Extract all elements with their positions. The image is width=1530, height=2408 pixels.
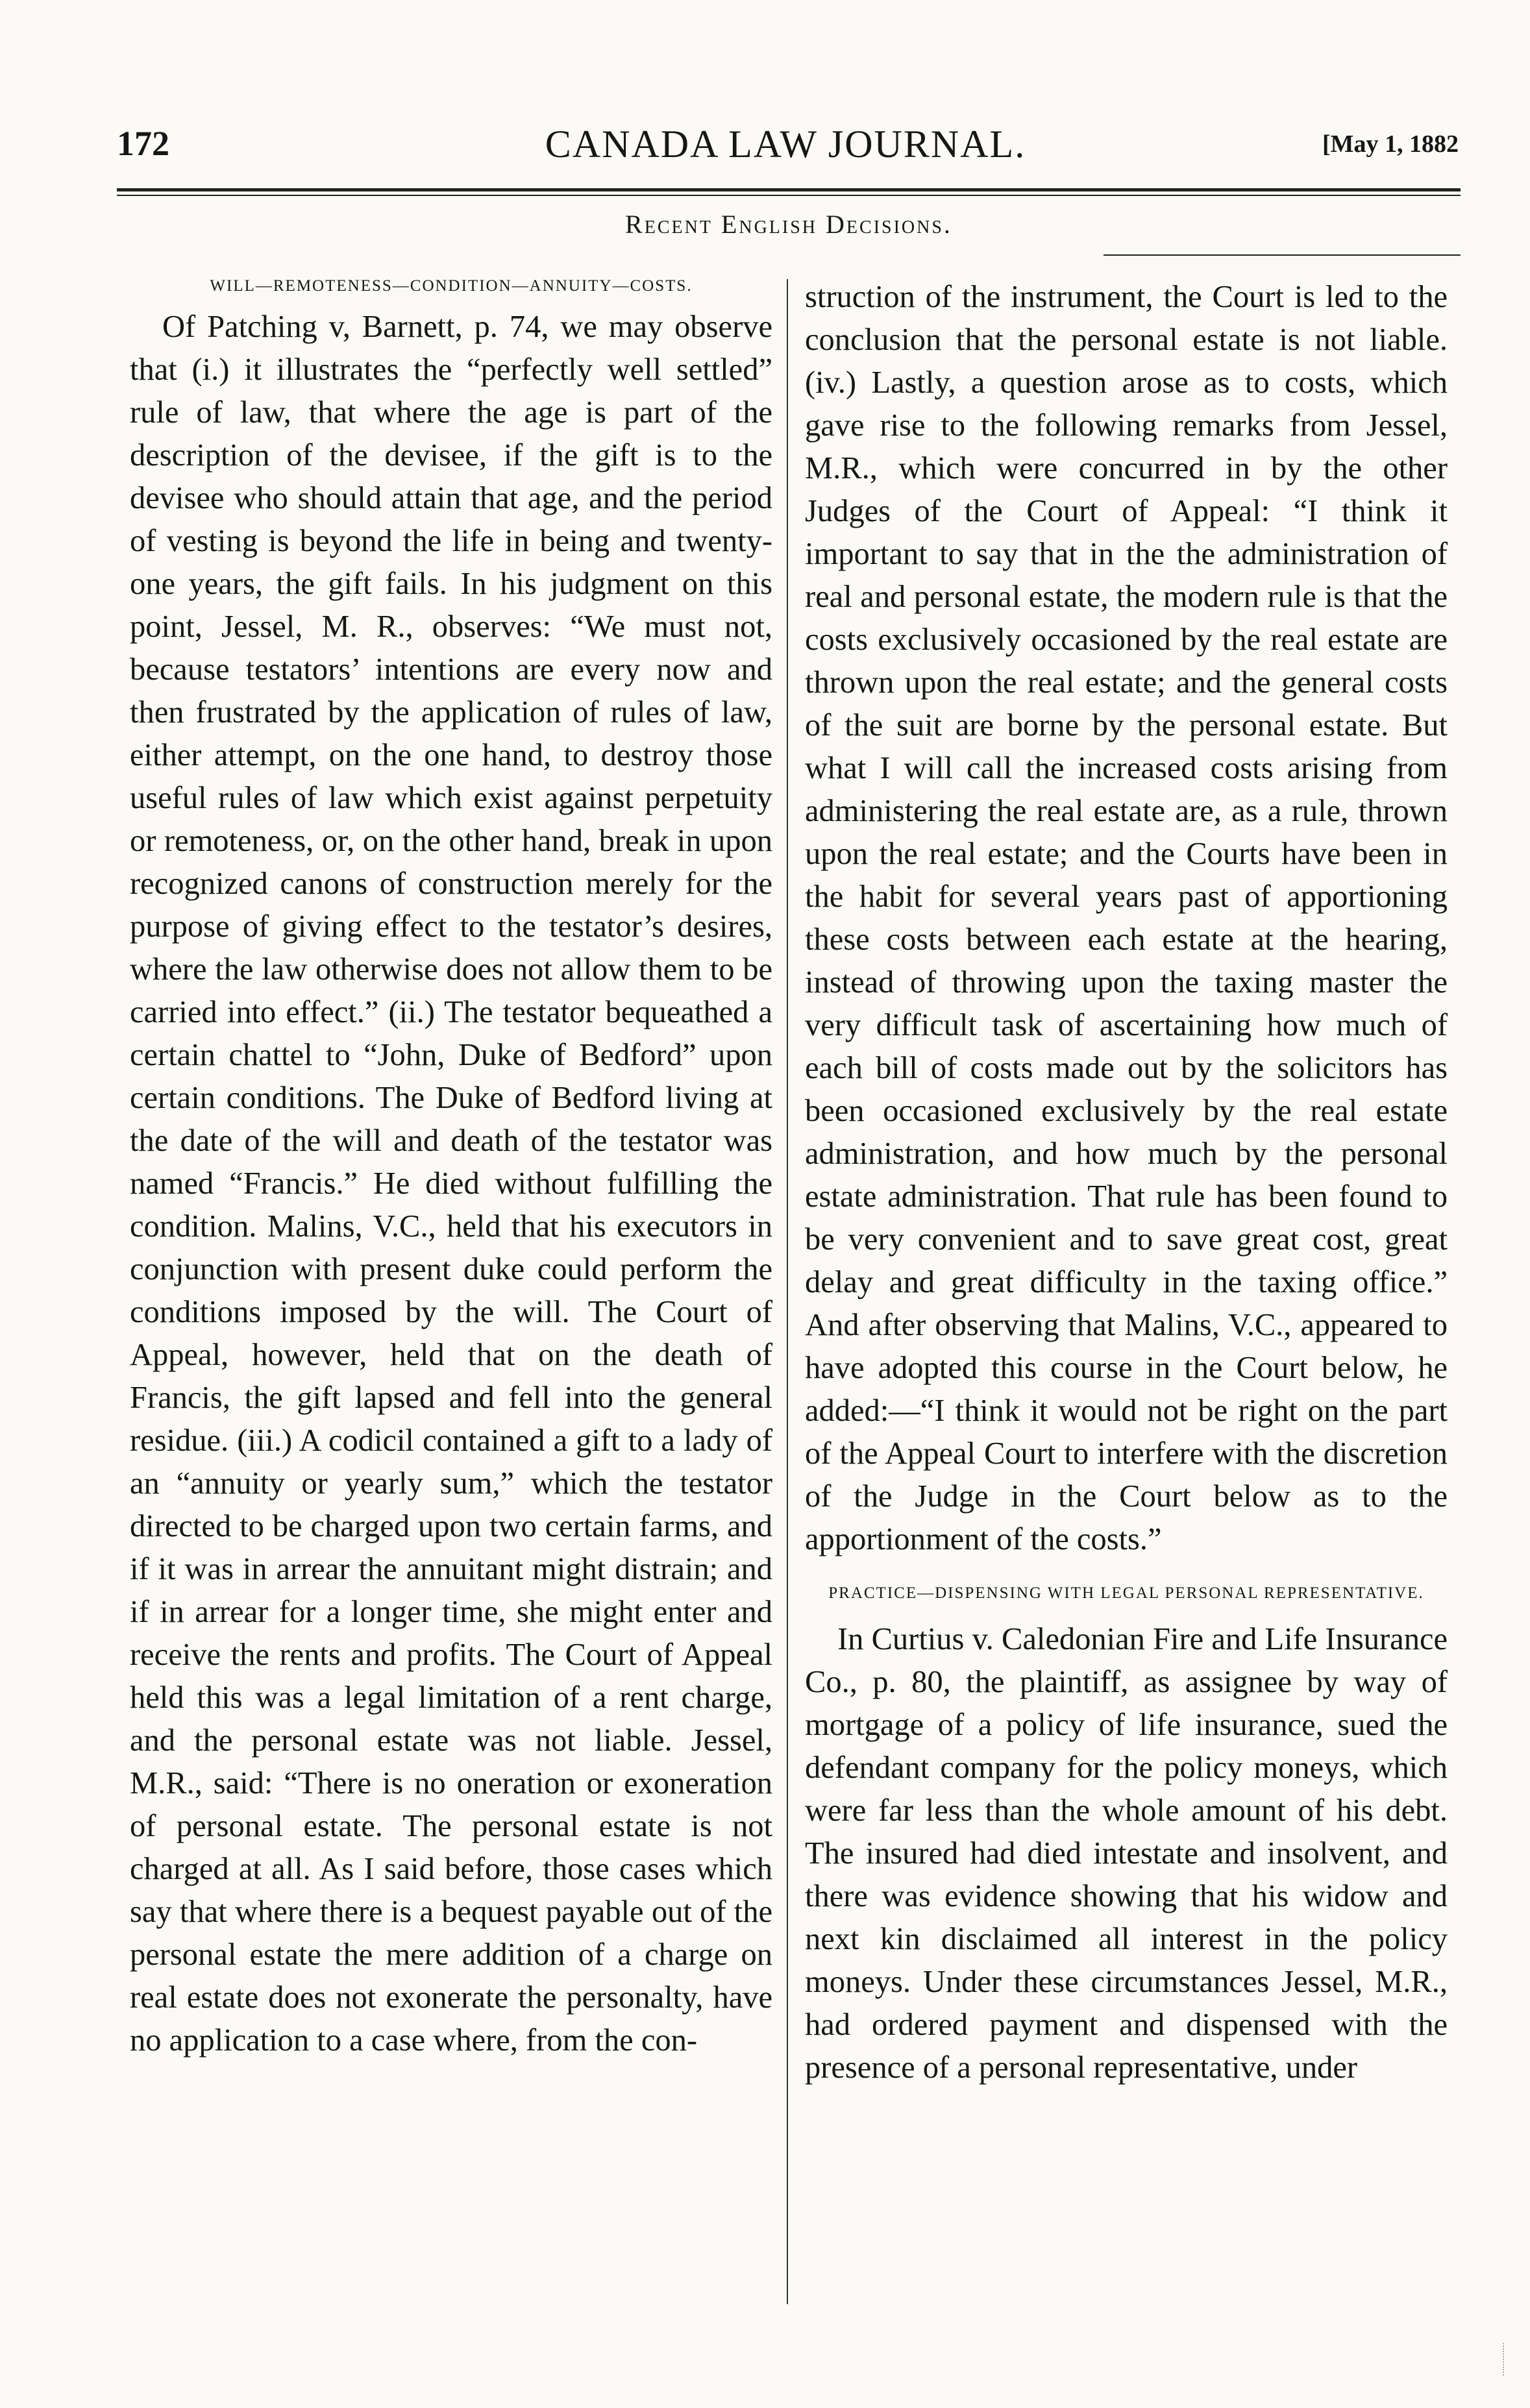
journal-title: CANADA LAW JOURNAL. [545,123,1026,166]
right-column [805,276,1448,2089]
issue-date: [May 1, 1882 [1322,130,1459,158]
article-body-patching: Of Patching v, Barnett, p. 74, we may observe that (i.) it illustrates the “perfectly well settled” rule of law, that where the age is part of the description of the devisee, if the gift is to the devisee who should attain that age, and the period of vesting is beyond the life in being and twenty-one years, the gift fails. In his judgment on this point, Jessel, M. R., observes: “We must not, because testators’ intentions are every now and then frustrated by the application of rules of law, either attempt, on the one hand, to destroy those useful rules of law which exist against perpetuity or remoteness, or, on the other hand, break in upon recognized canons of construction merely for the purpose of giving effect to the testator’s desires, where the law otherwise does not allow them to be carried into effect.” (ii.) The testator bequeathed a certain chattel to “John, Duke of Bedford” upon certain conditions. The Duke of Bedford living at the date of the will and death of the testator was named “Francis.” He died without fulfilling the condition. Malins, V.C., held that his executors in conjunction with present duke could perform the conditions imposed by the will. The Court of Appeal, however, held that on the death of Francis, the gift lapsed and fell into the general residue. (iii.) A codicil contained a gift to a lady of an “annuity or yearly sum,” which the testator directed to be charged upon two certain farms, and if it was in arrear the annuitant might distrain; and if in arrear for a longer time, she might enter and receive the rents and profits. The Court of Appeal held this was a legal limitation of a rent charge, and the personal estate was not liable. Jessel, M.R., said: “There is no oneration or exoneration of personal estate. The personal estate is not charged at all. As I said before, those cases which say that where there is a bequest payable out of the personal estate the mere addition of a charge on real estate does not exonerate the personalty, have no application to a case where, from the con- [130,310,772,2058]
section-rule [1104,254,1461,256]
header-rule [117,188,1461,191]
left-column [130,276,772,2062]
page-number: 172 [117,124,169,163]
section-title: Recent English Decisions. [625,210,952,239]
article-body-continuation: struction of the instrument, the Court is led to the conclusion that the personal estate is not liable. (iv.) Lastly, a question arose as to costs, which gave rise to the following remarks from Jessel, M.R., which were concurred in by the other Judges of the Court of Appeal: “I think it important to say that in the the administration of real and personal estate, the modern rule is that the costs exclusively occasioned by the real estate are thrown upon the real estate; and the general costs of the suit are borne by the personal estate. But what I will call the increased costs arising from administering the real estate are, as a rule, thrown upon the real estate; and the Courts have been in the habit for several years past of apportioning these costs between each estate at the hearing, instead of throwing upon the taxing master the very difficult task of ascertaining how much of each bill of costs made out by the solicitors has been occasioned exclusively by the real estate administration, and how much by the personal estate administration. That rule has been found to be very convenient and to save great cost, great delay and great difficulty in the taxing office.” And after observing that Malins, V.C., appeared to have adopted this course in the Court below, he added:—“I think it would not be right on the part of the Appeal Court to interfere with the discretion of the Judge in the Court below as to the apportionment of the costs.” [805,280,1448,1556]
article-heading-practice: PRACTICE—DISPENSING WITH LEGAL PERSONAL REPRESENTATIVE. [828,1584,1424,1602]
page-edge-mark [1488,2343,1504,2376]
column-divider [787,279,788,2304]
article-body-curtius: In Curtius v. Caledonian Fire and Life Insurance Co., p. 80, the plaintiff, as assignee by way of mortgage of a policy of life insurance, sued the defendant company for the policy moneys, which were far less than the whole amount of his debt. The insured had died intestate and insolvent, and there was evidence showing that his widow and next kin disclaimed all interest in the policy moneys. Under these circumstances Jessel, M.R., had ordered payment and dispensed with the presence of a personal representative, under [805,1622,1448,2085]
article-heading-will: WILL—REMOTENESS—CONDITION—ANNUITY—COSTS. [210,277,693,295]
header-rule-thin [117,195,1461,196]
